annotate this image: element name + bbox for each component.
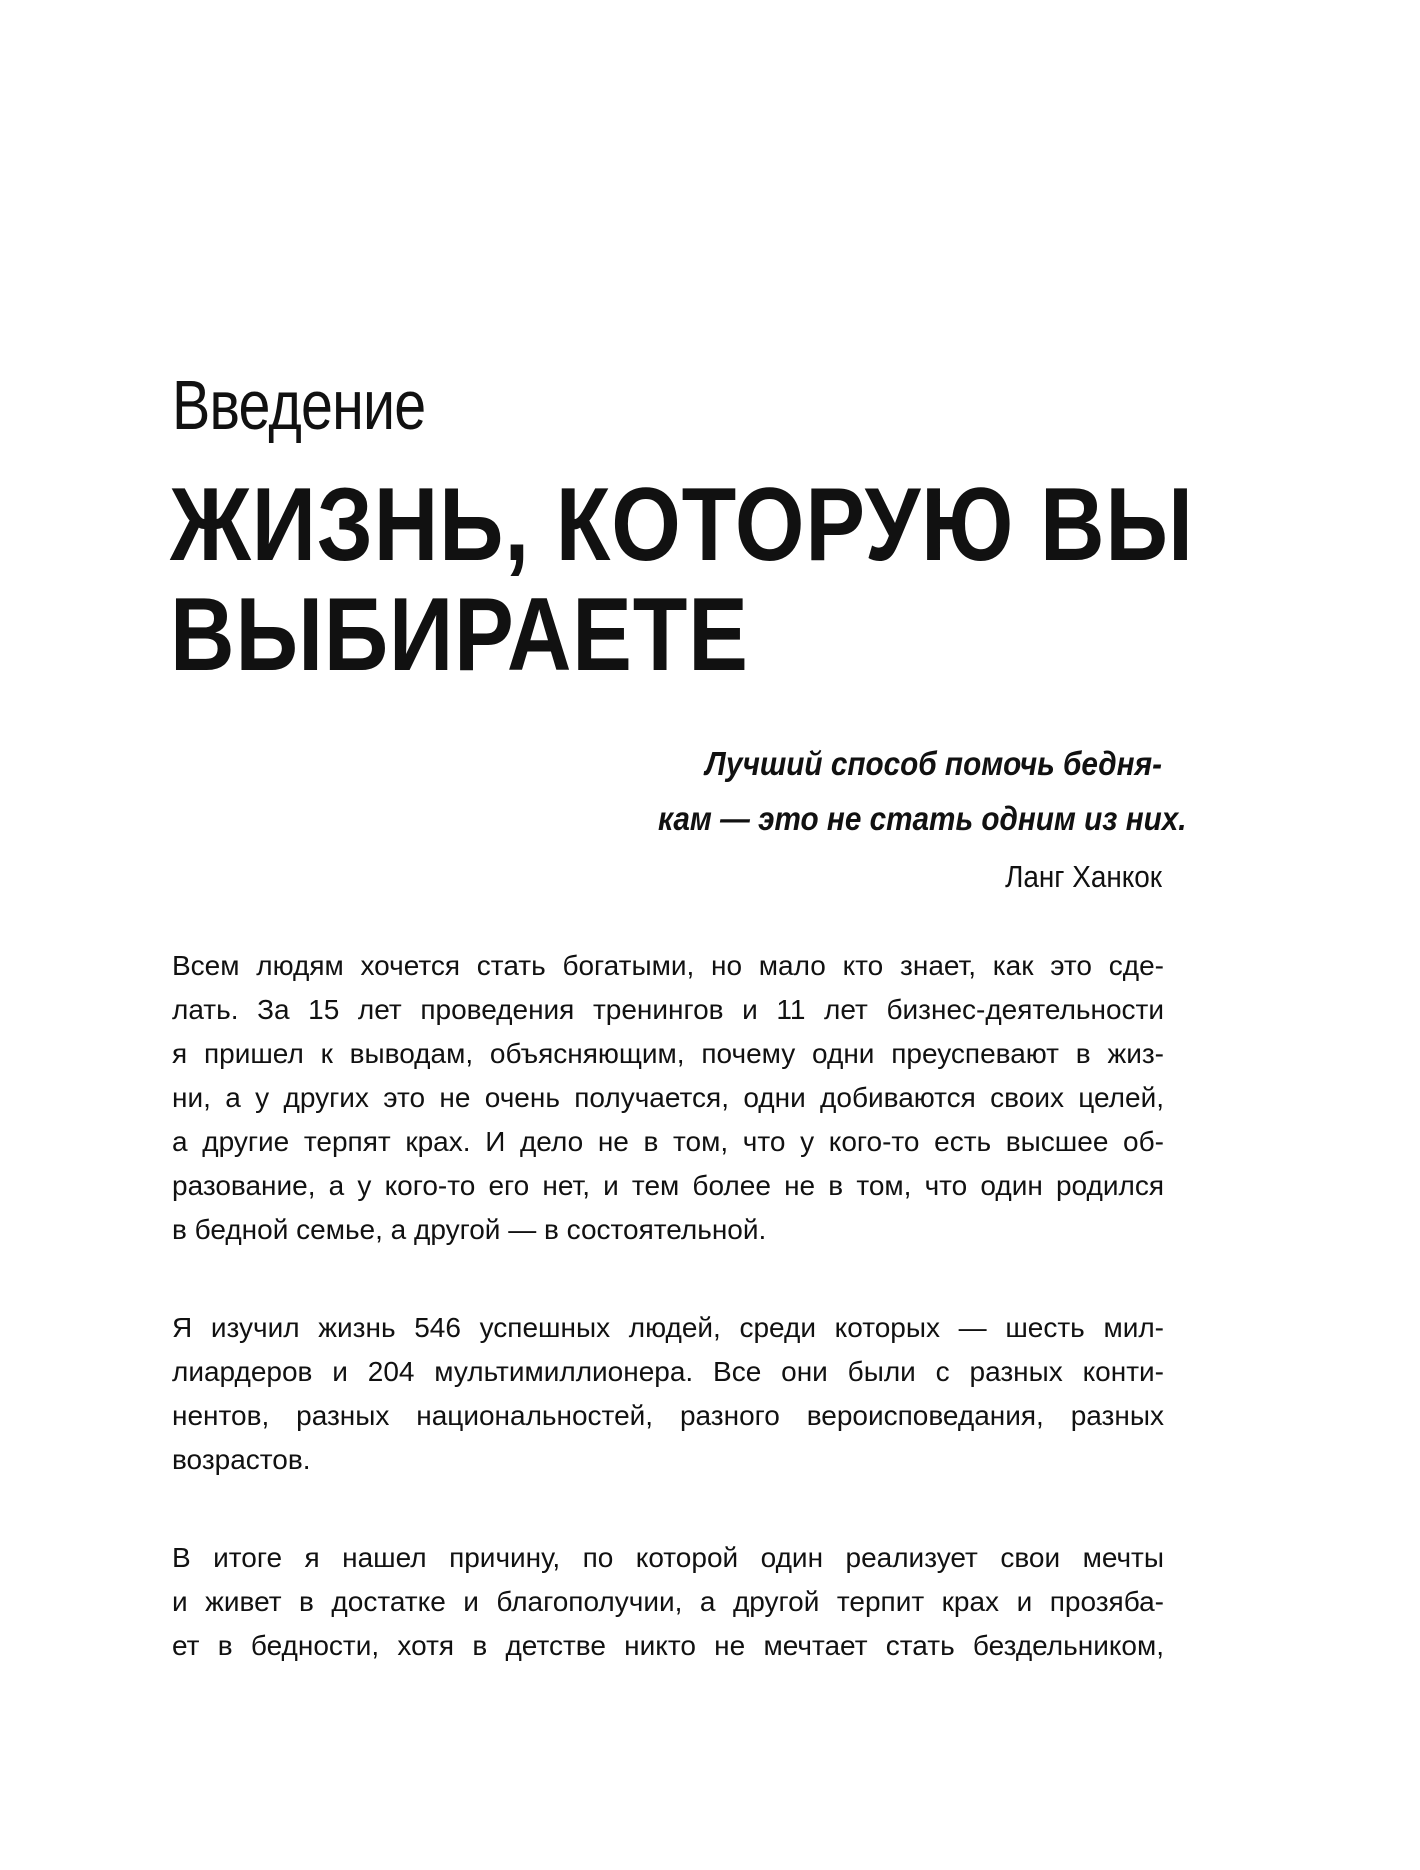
text-line: Я изучил жизнь 546 успешных людей, среди которых — шесть мил-: [172, 1312, 1164, 1343]
chapter-label: Введение: [172, 366, 426, 444]
text-line: ет в бедности, хотя в детстве никто не мечтает стать бездельником,: [172, 1630, 1164, 1661]
text-line: лать. За 15 лет проведения тренингов и 11 лет бизнес-деятельности: [172, 994, 1164, 1025]
epigraph-quote-line: Лучший способ помочь бедня-: [705, 745, 1162, 782]
paragraph: [172, 1306, 1164, 1482]
text-line: я пришел к выводам, объясняющим, почему одни преуспевают в жиз-: [172, 1038, 1164, 1069]
text-line: лиардеров и 204 мультимиллионера. Все они были с разных конти-: [172, 1356, 1164, 1387]
epigraph: [602, 736, 1187, 900]
paragraph: [172, 944, 1164, 1252]
chapter-title-line: ВЫБИРАЕТЕ: [170, 577, 749, 693]
text-line: возрастов.: [172, 1444, 311, 1475]
text-line: нентов, разных национальностей, разного вероисповедания, разных: [172, 1400, 1164, 1431]
text-line: Всем людям хочется стать богатыми, но мало кто знает, как это сде-: [172, 950, 1164, 981]
text-line: ни, а у других это не очень получается, одни добиваются своих целей,: [172, 1082, 1164, 1113]
epigraph-author: Ланг Ханкок: [1005, 859, 1162, 894]
chapter-title-line: ЖИЗНЬ, КОТОРУЮ ВЫ: [170, 467, 1194, 583]
text-line: и живет в достатке и благополучии, а другой терпит крах и прозяба-: [172, 1586, 1164, 1617]
chapter-title: [170, 467, 1194, 693]
text-line: разование, а у кого-то его нет, и тем более не в том, что один родился: [172, 1170, 1164, 1201]
text-line: в бедной семье, а другой — в состоятельной.: [172, 1214, 767, 1245]
body-text: [172, 944, 1164, 1722]
epigraph-quote-line: кам — это не стать одним из них.: [658, 800, 1187, 837]
epigraph-quote: [658, 736, 1187, 846]
text-line: В итоге я нашел причину, по которой один реализует свои мечты: [172, 1542, 1164, 1573]
text-line: а другие терпят крах. И дело не в том, что у кого-то есть высшее об-: [172, 1126, 1164, 1157]
paragraph: [172, 1536, 1164, 1668]
